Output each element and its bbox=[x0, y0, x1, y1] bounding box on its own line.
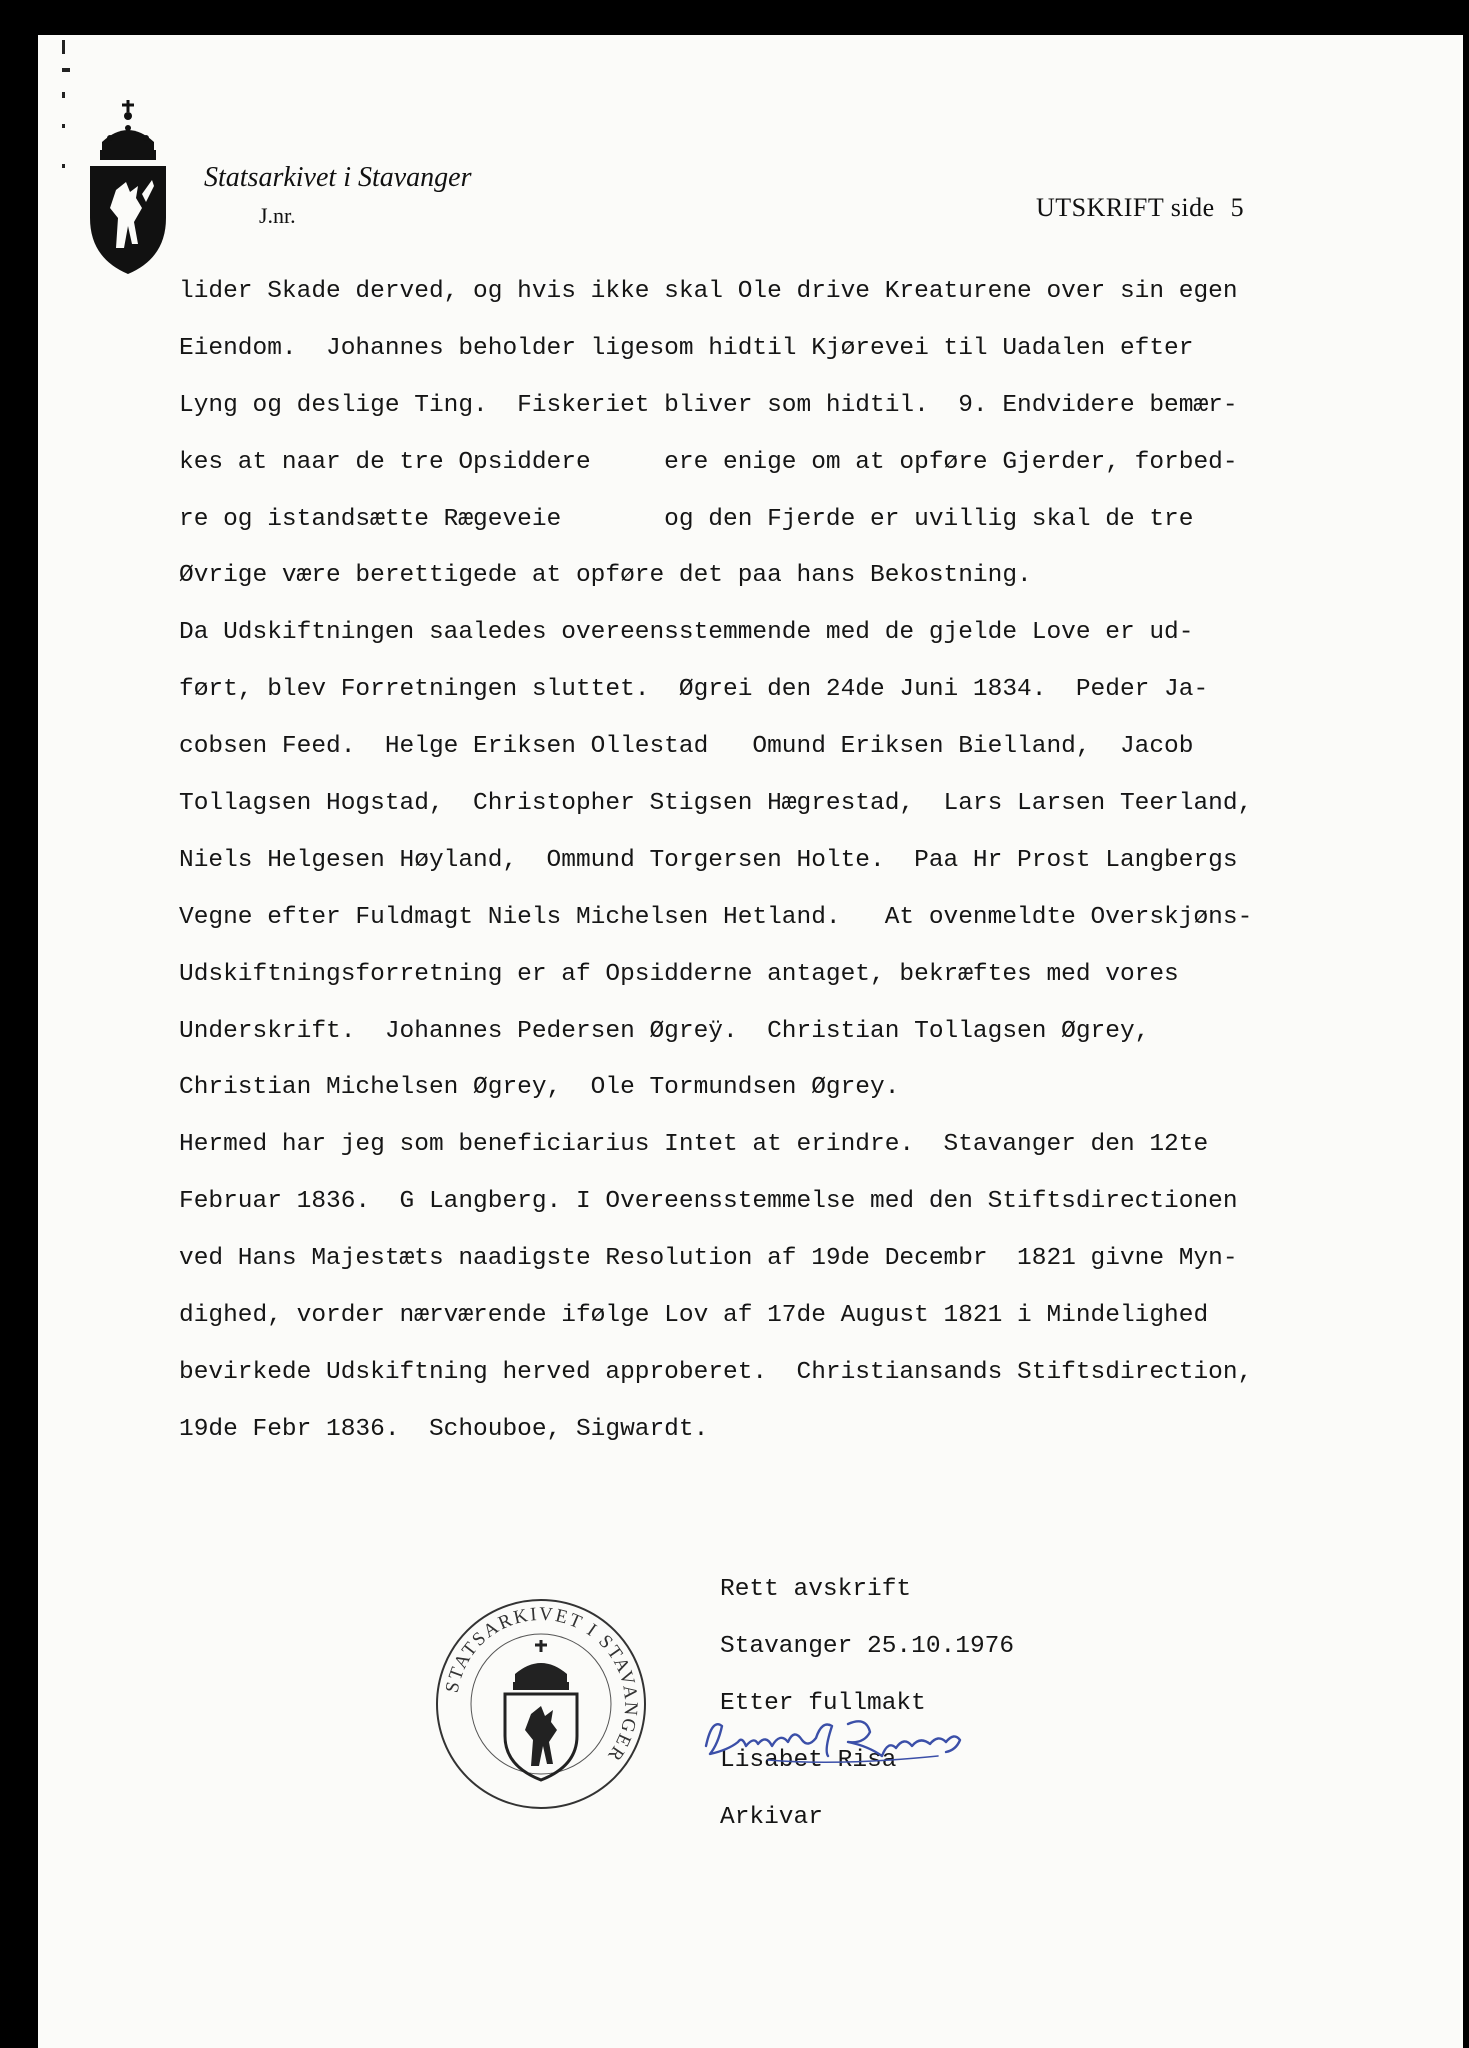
text-line: Hermed har jeg som beneficiarius Intet at erindre. Stavanger den 12te bbox=[179, 1131, 1209, 1159]
text-line: Eiendom. Johannes beholder ligesom hidtil Kjørevei til Uadalen efter bbox=[179, 334, 1194, 362]
certification-authority: Etter fullmakt bbox=[720, 1689, 926, 1717]
text-line: re og istandsætte Rægeveie og den Fjerde er uvillig skal de tre bbox=[179, 505, 1194, 533]
page-header bbox=[1036, 193, 1244, 223]
text-line: Udskiftningsforretning er af Opsidderne antaget, bekræftes med vores bbox=[179, 960, 1179, 988]
text-line: ført, blev Forretningen sluttet. Øgrei den 24de Juni 1834. Peder Ja- bbox=[179, 676, 1209, 704]
coat-of-arms-icon bbox=[86, 98, 170, 278]
archive-seal-stamp bbox=[433, 1596, 649, 1812]
text-line: ved Hans Majestæts naadigste Resolution af 19de Decembr 1821 givne Myn- bbox=[179, 1245, 1238, 1273]
page-number: 5 bbox=[1230, 193, 1245, 222]
text-line: Niels Helgesen Høyland, Ommund Torgersen Holte. Paa Hr Prost Langbergs bbox=[179, 846, 1238, 874]
certifier-name: Lisabet Risa bbox=[720, 1746, 897, 1774]
text-line: dighed, vorder nærværende ifølge Lov af 17de August 1821 i Mindelighed bbox=[179, 1302, 1209, 1330]
handwritten-signature bbox=[698, 1706, 978, 1776]
text-line: Underskrift. Johannes Pedersen Øgreÿ. Christian Tollagsen Øgrey, bbox=[179, 1017, 1150, 1045]
text-line: Vegne efter Fuldmagt Niels Michelsen Hetland. At ovenmeldte Overskjøns- bbox=[179, 903, 1253, 931]
transcript-body bbox=[179, 264, 1419, 1459]
certification-block bbox=[720, 1562, 1014, 1846]
text-line: lider Skade derved, og hvis ikke skal Ole drive Kreaturene over sin egen bbox=[179, 278, 1238, 305]
transcript-label: UTSKRIFT side bbox=[1036, 193, 1215, 222]
text-line: 19de Febr 1836. Schouboe, Sigwardt. bbox=[179, 1415, 709, 1443]
text-line: Christian Michelsen Øgrey, Ole Tormundsen Øgrey. bbox=[179, 1074, 900, 1102]
text-line: Øvrige være berettigede at opføre det paa hans Bekostning. bbox=[179, 562, 1032, 590]
text-line: Lyng og deslige Ting. Fiskeriet bliver som hidtil. 9. Endvidere bemær- bbox=[179, 391, 1238, 419]
certification-line: Rett avskrift bbox=[720, 1576, 912, 1603]
text-line: cobsen Feed. Helge Eriksen Ollestad Omund Eriksen Bielland, Jacob bbox=[179, 733, 1194, 761]
institution-name: Statsarkivet i Stavanger bbox=[204, 162, 472, 193]
certifier-title: Arkivar bbox=[720, 1803, 823, 1831]
text-line: Tollagsen Hogstad, Christopher Stigsen Hægrestad, Lars Larsen Teerland, bbox=[179, 790, 1253, 818]
text-line: kes at naar de tre Opsiddere ere enige om at opføre Gjerder, forbed- bbox=[179, 448, 1238, 476]
text-line: Da Udskiftningen saaledes overeensstemmende med de gjelde Love er ud- bbox=[179, 619, 1194, 647]
text-line: bevirkede Udskiftning herved approberet. Christiansands Stiftsdirection, bbox=[179, 1358, 1253, 1386]
journal-number-label: J.nr. bbox=[259, 203, 296, 228]
certification-place-date: Stavanger 25.10.1976 bbox=[720, 1632, 1015, 1660]
text-line: Februar 1836. G Langberg. I Overeensstemmelse med den Stiftsdirectionen bbox=[179, 1188, 1238, 1216]
seal-text: STATSARKIVET I STAVANGER bbox=[441, 1603, 642, 1767]
